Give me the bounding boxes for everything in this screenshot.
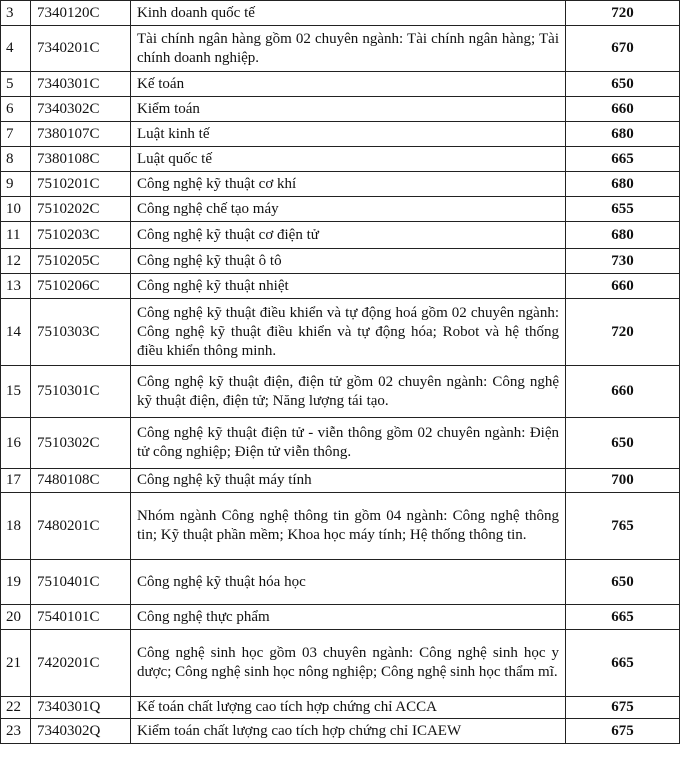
major-name: Kế toán chất lượng cao tích hợp chứng chỉ ACCA xyxy=(131,697,566,719)
major-name: Luật kinh tế xyxy=(131,122,566,147)
row-number: 19 xyxy=(1,560,31,605)
major-code: 7340301C xyxy=(31,72,131,97)
major-name: Kiểm toán xyxy=(131,97,566,122)
major-code: 7340301Q xyxy=(31,697,131,719)
table-row xyxy=(1,630,680,697)
score-value: 700 xyxy=(566,469,680,493)
row-number: 22 xyxy=(1,697,31,719)
major-name: Công nghệ kỹ thuật điều khiển và tự động hoá gồm 02 chuyên ngành: Công nghệ kỹ thuật điều khiển và tự động hóa; Robot và hệ thống điều khiển thông minh. xyxy=(131,299,566,366)
row-number: 5 xyxy=(1,72,31,97)
major-code: 7510401C xyxy=(31,560,131,605)
row-number: 10 xyxy=(1,197,31,222)
row-number: 3 xyxy=(1,1,31,26)
score-value: 675 xyxy=(566,697,680,719)
table-row xyxy=(1,122,680,147)
major-code: 7420201C xyxy=(31,630,131,697)
major-name: Công nghệ thực phẩm xyxy=(131,605,566,630)
major-name: Công nghệ kỹ thuật điện tử - viễn thông gồm 02 chuyên ngành: Điện tử công nghiệp; Điện tử viễn thông. xyxy=(131,418,566,469)
major-name: Công nghệ kỹ thuật máy tính xyxy=(131,469,566,493)
major-code: 7340201C xyxy=(31,26,131,72)
major-code: 7510202C xyxy=(31,197,131,222)
score-value: 650 xyxy=(566,560,680,605)
table-row xyxy=(1,366,680,418)
row-number: 8 xyxy=(1,147,31,172)
score-value: 665 xyxy=(566,630,680,697)
major-name: Kinh doanh quốc tế xyxy=(131,1,566,26)
score-value: 680 xyxy=(566,122,680,147)
major-name: Công nghệ sinh học gồm 03 chuyên ngành: Công nghệ sinh học y dược; Công nghệ sinh học nông nghiệp; Công nghệ sinh học thẩm mĩ. xyxy=(131,630,566,697)
table-row xyxy=(1,469,680,493)
row-number: 9 xyxy=(1,172,31,197)
score-value: 665 xyxy=(566,605,680,630)
score-value: 680 xyxy=(566,222,680,249)
score-value: 730 xyxy=(566,249,680,274)
table-row xyxy=(1,197,680,222)
table-row xyxy=(1,299,680,366)
table-row xyxy=(1,222,680,249)
major-code: 7510206C xyxy=(31,274,131,299)
row-number: 17 xyxy=(1,469,31,493)
major-code: 7480201C xyxy=(31,493,131,560)
table-row xyxy=(1,72,680,97)
row-number: 18 xyxy=(1,493,31,560)
table-row xyxy=(1,1,680,26)
major-name: Kiểm toán chất lượng cao tích hợp chứng chỉ ICAEW xyxy=(131,719,566,744)
table-row xyxy=(1,249,680,274)
major-name: Công nghệ kỹ thuật cơ khí xyxy=(131,172,566,197)
major-code: 7340302C xyxy=(31,97,131,122)
row-number: 21 xyxy=(1,630,31,697)
major-name: Công nghệ chế tạo máy xyxy=(131,197,566,222)
score-value: 660 xyxy=(566,274,680,299)
score-value: 650 xyxy=(566,72,680,97)
major-code: 7510201C xyxy=(31,172,131,197)
table-row xyxy=(1,147,680,172)
row-number: 13 xyxy=(1,274,31,299)
table-row xyxy=(1,493,680,560)
score-value: 765 xyxy=(566,493,680,560)
score-value: 675 xyxy=(566,719,680,744)
major-name: Công nghệ kỹ thuật cơ điện tử xyxy=(131,222,566,249)
score-value: 720 xyxy=(566,1,680,26)
major-code: 7380107C xyxy=(31,122,131,147)
major-code: 7510205C xyxy=(31,249,131,274)
table-row xyxy=(1,605,680,630)
score-value: 655 xyxy=(566,197,680,222)
table-row xyxy=(1,97,680,122)
row-number: 4 xyxy=(1,26,31,72)
score-value: 660 xyxy=(566,97,680,122)
major-code: 7480108C xyxy=(31,469,131,493)
major-name: Kế toán xyxy=(131,72,566,97)
row-number: 7 xyxy=(1,122,31,147)
row-number: 6 xyxy=(1,97,31,122)
row-number: 15 xyxy=(1,366,31,418)
major-code: 7510301C xyxy=(31,366,131,418)
major-name: Tài chính ngân hàng gồm 02 chuyên ngành: Tài chính ngân hàng; Tài chính doanh nghiệp. xyxy=(131,26,566,72)
major-code: 7340302Q xyxy=(31,719,131,744)
major-code: 7340120C xyxy=(31,1,131,26)
major-name: Công nghệ kỹ thuật nhiệt xyxy=(131,274,566,299)
major-code: 7510303C xyxy=(31,299,131,366)
table-body xyxy=(1,1,680,744)
major-code: 7510203C xyxy=(31,222,131,249)
score-value: 660 xyxy=(566,366,680,418)
major-code: 7510302C xyxy=(31,418,131,469)
row-number: 12 xyxy=(1,249,31,274)
major-name: Công nghệ kỹ thuật ô tô xyxy=(131,249,566,274)
table-row xyxy=(1,26,680,72)
major-name: Luật quốc tế xyxy=(131,147,566,172)
table-row xyxy=(1,274,680,299)
score-value: 665 xyxy=(566,147,680,172)
row-number: 11 xyxy=(1,222,31,249)
row-number: 14 xyxy=(1,299,31,366)
score-value: 720 xyxy=(566,299,680,366)
row-number: 16 xyxy=(1,418,31,469)
major-name: Công nghệ kỹ thuật hóa học xyxy=(131,560,566,605)
table-row xyxy=(1,719,680,744)
score-value: 680 xyxy=(566,172,680,197)
score-value: 670 xyxy=(566,26,680,72)
major-code: 7380108C xyxy=(31,147,131,172)
row-number: 20 xyxy=(1,605,31,630)
table-row xyxy=(1,560,680,605)
table-row xyxy=(1,418,680,469)
table-row xyxy=(1,172,680,197)
major-code: 7540101C xyxy=(31,605,131,630)
table-row xyxy=(1,697,680,719)
row-number: 23 xyxy=(1,719,31,744)
score-value: 650 xyxy=(566,418,680,469)
major-name: Công nghệ kỹ thuật điện, điện tử gồm 02 chuyên ngành: Công nghệ kỹ thuật điện, điện tử; Năng lượng tái tạo. xyxy=(131,366,566,418)
major-name: Nhóm ngành Công nghệ thông tin gồm 04 ngành: Công nghệ thông tin; Kỹ thuật phần mềm; Khoa học máy tính; Hệ thống thông tin. xyxy=(131,493,566,560)
